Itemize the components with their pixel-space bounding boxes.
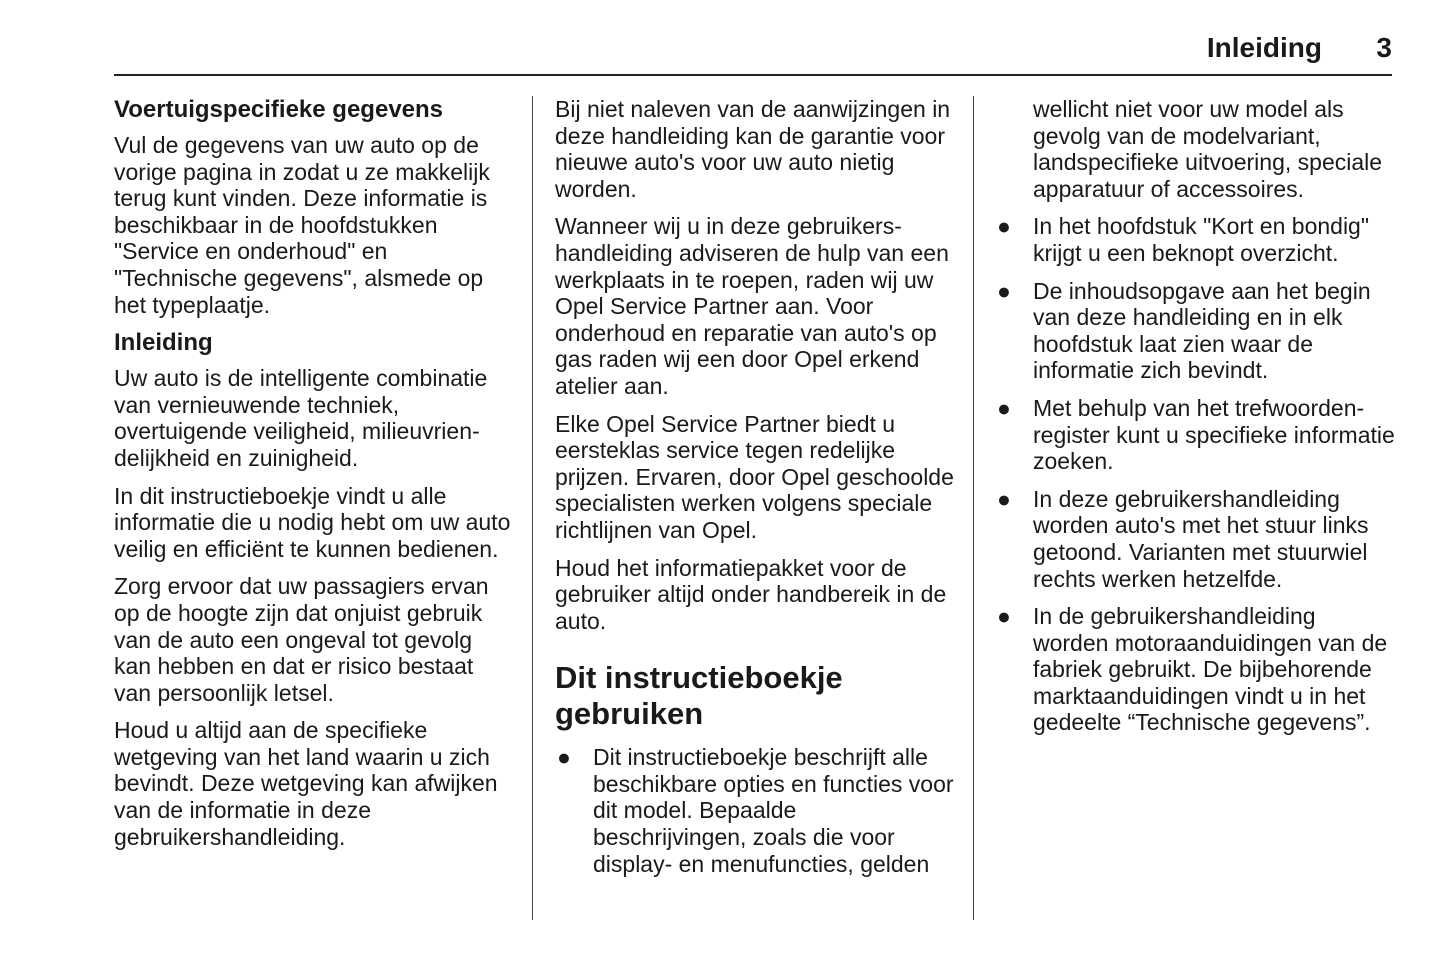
list-item-text: Met behulp van het trefwoordenregister kunt u specifieke informatie zoeken. bbox=[1033, 394, 1395, 475]
paragraph-intro-1: Uw auto is de intelligente combinatie van vernieuwende techniek, overtuigende veiligheid, milieuvriendelijkheid en zuinigheid. bbox=[114, 365, 488, 471]
bullet-icon: ● bbox=[997, 603, 1011, 630]
list-item bbox=[555, 744, 955, 877]
paragraph-intro-2: In dit instructieboekje vindt u alle informatie die u nodig hebt om uw auto veilig en efficiënt te kunnen bedienen. bbox=[114, 482, 511, 562]
list-item-text: In het hoofdstuk "Kort en bondig" krijgt u een beknopt overzicht. bbox=[1033, 213, 1370, 266]
list-item bbox=[995, 395, 1395, 475]
paragraph-vehicle-data: Vul de gegevens van uw auto op de vorige pagina in zodat u ze makkelijk terug kunt vinden. Deze informatie is beschikbaar in de hoofdstukken "Service en onderhoud" en "Technische gegevens", alsmede op het typeplaatje. bbox=[114, 132, 490, 318]
column-divider-right bbox=[973, 96, 974, 920]
chapter-title: Inleiding bbox=[1206, 32, 1322, 63]
heading-introduction: Inleiding bbox=[114, 329, 213, 357]
column-left bbox=[114, 96, 512, 861]
list-item bbox=[995, 213, 1395, 266]
bullet-icon: ● bbox=[997, 213, 1011, 240]
page-number: 3 bbox=[1376, 32, 1392, 63]
column-right bbox=[995, 96, 1395, 747]
bullet-list-middle bbox=[555, 744, 955, 877]
list-item-continuation: wellicht niet voor uw model als gevolg van de modelvariant, landspecifieke uitvoering, speciale apparatuur of accessoires. bbox=[1033, 96, 1383, 202]
page-header bbox=[114, 30, 1392, 76]
paragraph-service-partner: Elke Opel Service Partner biedt u eersteklas service tegen redelijke prijzen. Ervaren, door Opel geschoolde specialisten werken volgens speciale richtlijnen van Opel. bbox=[555, 410, 954, 543]
paragraph-workshop: Wanneer wij u in deze gebruikershandleiding adviseren de hulp van een werkplaats in te roepen, raden wij uw Opel Service Partner aan. Voor onderhoud en reparatie van auto's op gas raden wij een door Opel erkend atelier aan. bbox=[555, 213, 949, 399]
paragraph-intro-3: Zorg ervoor dat uw passagiers ervan op de hoogte zijn dat onjuist gebruik van de auto een ongeval tot gevolg kan hebben en dat er risico bestaat van persoonlijk letsel. bbox=[114, 573, 489, 706]
heading-using-manual: Dit instructieboekje gebruiken bbox=[555, 660, 843, 732]
list-item-text: In de gebruikershandleiding worden motoraanduidingen van de fabriek gebruikt. De bijbehorende marktaanduidingen vindt u in het gedeelte “Technische gegevens”. bbox=[1033, 603, 1388, 736]
bullet-icon: ● bbox=[557, 744, 571, 771]
list-item-text: In deze gebruikershandleiding worden auto's met het stuur links getoond. Varianten met stuurwiel rechts werken hetzelfde. bbox=[1033, 485, 1369, 592]
bullet-icon: ● bbox=[997, 394, 1011, 421]
bullet-list-right bbox=[995, 213, 1395, 736]
list-item-text: Dit instructieboekje beschrijft alle beschikbare opties en functies voor dit model. Bepaalde beschrijvingen, zoals die voor display- en menufuncties, gelden bbox=[593, 744, 954, 877]
bullet-icon: ● bbox=[997, 277, 1011, 304]
column-middle bbox=[555, 96, 955, 888]
paragraph-info-package: Houd het informatiepakket voor de gebruiker altijd onder handbereik in de auto. bbox=[555, 554, 947, 634]
list-item bbox=[995, 486, 1395, 592]
column-divider-left bbox=[532, 96, 533, 920]
list-item-text: De inhoudsopgave aan het begin van deze handleiding en in elk hoofdstuk laat zien waar de informatie zich bevindt. bbox=[1033, 277, 1371, 384]
heading-vehicle-data: Voertuigspecifieke gegevens bbox=[114, 96, 444, 123]
bullet-icon: ● bbox=[997, 485, 1011, 512]
list-item bbox=[995, 603, 1395, 736]
list-item bbox=[995, 278, 1395, 384]
paragraph-intro-4: Houd u altijd aan de specifieke wetgeving van het land waarin u zich bevindt. Deze wetgeving kan afwijken van de informatie in deze gebruikershandleiding. bbox=[114, 717, 498, 850]
paragraph-warranty: Bij niet naleven van de aanwijzingen in deze handleiding kan de garantie voor nieuwe auto's voor uw auto nietig worden. bbox=[555, 96, 951, 202]
